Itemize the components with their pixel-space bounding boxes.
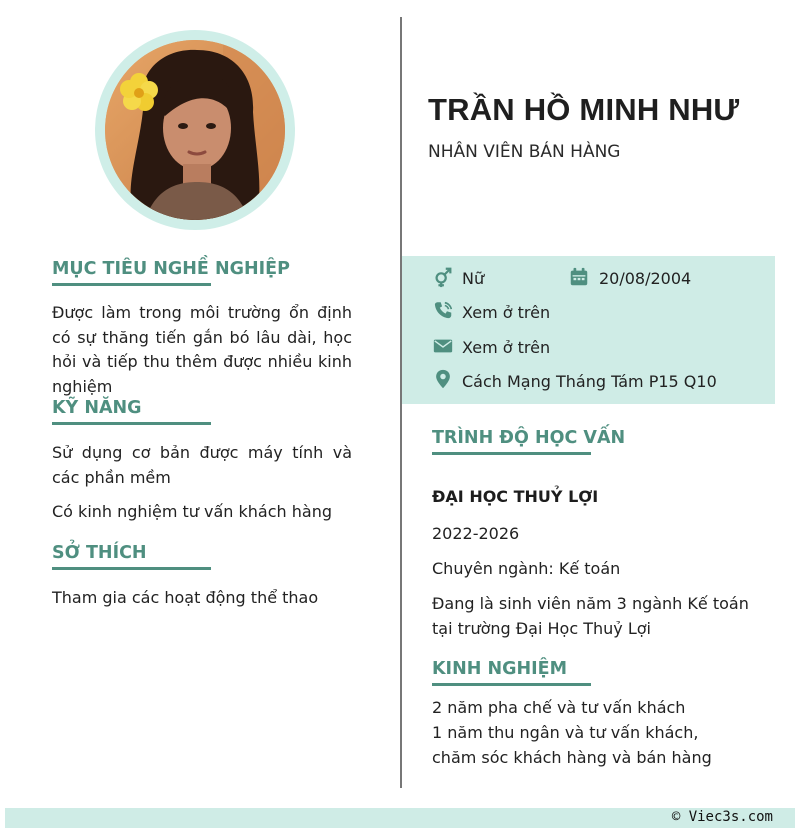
footer-copyright[interactable]: © Viec3s.com	[671, 809, 773, 825]
career-goal-text: Được làm trong môi trường ổn định có sự thăng tiến gắn bó lâu dài, học hỏi và tiếp thu thêm được nhiều kinh nghiệm	[52, 303, 352, 396]
education-school: ĐẠI HỌC THUỶ LỢI	[432, 487, 599, 506]
experience-item: 2 năm pha chế và tư vấn khách	[432, 698, 686, 717]
education-title: TRÌNH ĐỘ HỌC VẤN	[432, 428, 626, 448]
location-icon	[432, 368, 454, 390]
email-icon	[432, 335, 454, 357]
phone-value: Xem ở trên	[462, 303, 551, 322]
gender-icon	[432, 266, 454, 288]
hobbies-text: Tham gia các hoạt động thể thao	[52, 588, 319, 607]
education-underline	[432, 452, 591, 455]
email-value: Xem ở trên	[462, 338, 551, 357]
job-position: NHÂN VIÊN BÁN HÀNG	[428, 142, 621, 162]
skill-item: Có kinh nghiệm tư vấn khách hàng	[52, 502, 332, 521]
career-goal-underline	[52, 283, 211, 286]
career-goal-title: MỤC TIÊU NGHỀ NGHIỆP	[52, 259, 290, 279]
footer-bar	[5, 808, 795, 828]
hobbies-underline	[52, 567, 211, 570]
experience-item: 1 năm thu ngân và tư vấn khách, chăm sóc khách hàng và bán hàng	[432, 723, 712, 767]
hobbies-title: SỞ THÍCH	[52, 543, 147, 563]
skill-item: Sử dụng cơ bản được máy tính và các phần mềm	[52, 443, 352, 487]
education-major: Chuyên ngành: Kế toán	[432, 559, 621, 578]
calendar-icon	[568, 266, 590, 288]
phone-icon	[432, 300, 454, 322]
contact-panel	[402, 256, 775, 404]
address-value: Cách Mạng Tháng Tám P15 Q10	[462, 372, 717, 391]
avatar	[105, 40, 285, 220]
skills-title: KỸ NĂNG	[52, 398, 142, 418]
experience-underline	[432, 683, 591, 686]
education-period: 2022-2026	[432, 524, 520, 543]
experience-title: KINH NGHIỆM	[432, 659, 567, 679]
gender-value: Nữ	[462, 269, 485, 288]
skills-underline	[52, 422, 211, 425]
full-name: TRẦN HỒ MINH NHƯ	[428, 92, 740, 127]
education-note: Đang là sinh viên năm 3 ngành Kế toán tại trường Đại Học Thuỷ Lợi	[432, 594, 749, 638]
birthday-value: 20/08/2004	[599, 269, 692, 288]
